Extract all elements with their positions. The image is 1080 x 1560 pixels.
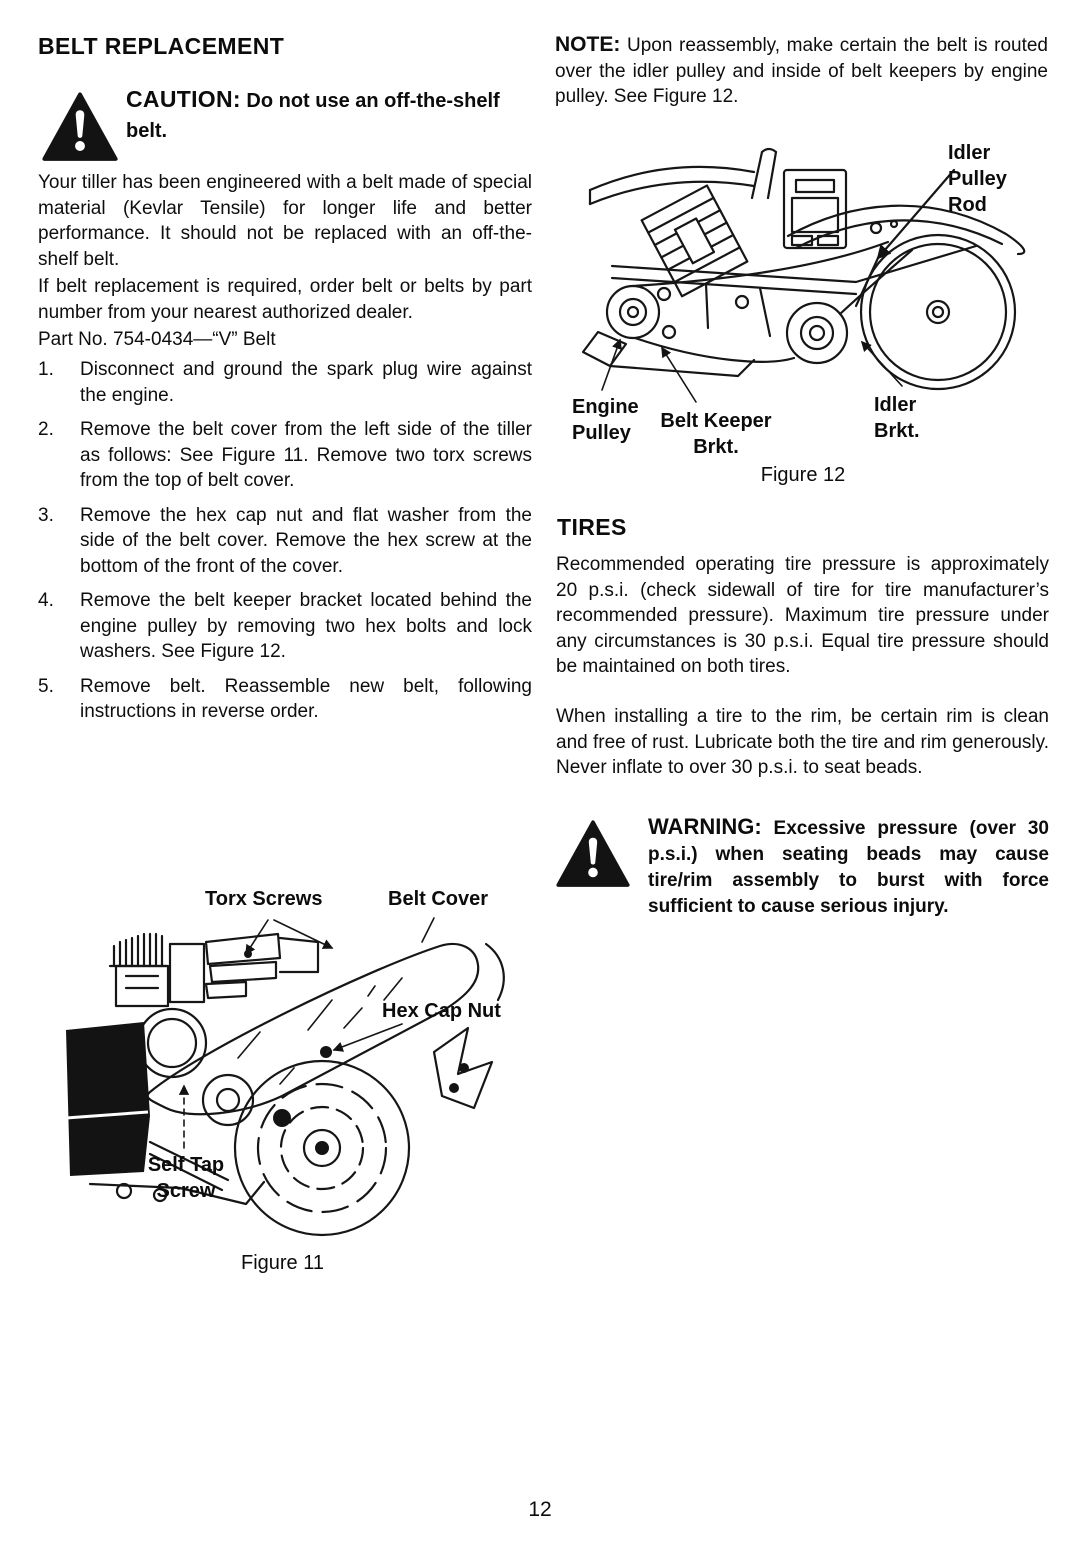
- figure-11-label-torx-screws: Torx Screws: [205, 888, 323, 910]
- belt-paragraph-1: Your tiller has been engineered with a belt made of special material (Kevlar Tensile) for longer life and better performance. It should not be replaced with an off-the-shelf belt.: [38, 172, 532, 270]
- section-title-tires: TIRES: [557, 514, 627, 540]
- step-4: [38, 588, 532, 665]
- figure-11-label-belt-cover: Belt Cover: [388, 888, 489, 910]
- step-2: [38, 417, 532, 494]
- warning-message: Excessive pressure (over 30 p.s.i.) when seating beads may cause tire/rim assembly to burst with force sufficient to cause serious injury.: [648, 818, 1049, 917]
- step-1-text: Disconnect and ground the spark plug wire against the engine.: [80, 359, 532, 406]
- part-number-line: Part No. 754-0434—“V” Belt: [38, 329, 276, 350]
- figure-11: [30, 880, 535, 1290]
- note-text: Upon reassembly, make certain the belt is routed over the idler pulley and inside of belt keepers by engine pulley. See Figure 12.: [555, 35, 1048, 107]
- figure-11-caption: Figure 11: [240, 1252, 324, 1274]
- tires-paragraph-2: When installing a tire to the rim, be certain rim is clean and free of rust. Lubricate both the tire and rim generously. Never inflate to over 30 p.s.i. to seat beads.: [556, 706, 1049, 778]
- step-5-number: 5.: [38, 675, 54, 697]
- figure-12: [556, 136, 1050, 494]
- figure-12-label-idler-brkt: Idler Brkt.: [874, 394, 920, 442]
- figure-12-caption: Figure 12: [760, 464, 846, 486]
- step-3: [38, 503, 532, 580]
- tires-paragraph-1: Recommended operating tire pressure is approximately 20 p.s.i. (check sidewall of tire for tire manufacturer’s recommended pressure). Maximum tire pressure under any circumstances is 30 p.s.i. Equal tire pressure should be maintained on both tires.: [556, 554, 1049, 677]
- step-1: [38, 357, 532, 408]
- step-3-text: Remove the hex cap nut and flat washer from the side of the belt cover. Remove the hex screw at the bottom of the front of the cover.: [80, 504, 532, 577]
- step-4-text: Remove the belt keeper bracket located behind the engine pulley by removing two hex bolts and lock washers. See Figure 12.: [80, 590, 532, 662]
- note-label: NOTE:: [555, 33, 621, 56]
- warning-label: WARNING:: [648, 814, 762, 839]
- step-2-number: 2.: [38, 419, 54, 440]
- warning-text: [648, 814, 1049, 920]
- section-title-belt-replacement: BELT REPLACEMENT: [38, 33, 285, 59]
- figure-11-drawing: [30, 880, 535, 1290]
- step-1-number: 1.: [38, 359, 54, 380]
- step-5-text: Remove belt. Reassemble new belt, following instructions in reverse order.: [80, 675, 532, 722]
- figure-12-label-engine-pulley: Engine Pulley: [572, 396, 639, 444]
- warning-triangle-icon: [42, 92, 118, 162]
- belt-replacement-steps: [38, 357, 532, 734]
- caution-block: [42, 84, 534, 162]
- step-5: [38, 674, 532, 725]
- belt-paragraph-2: If belt replacement is required, order belt or belts by part number from your nearest authorized dealer.: [38, 276, 532, 323]
- warning-block: [556, 814, 1049, 920]
- figure-12-label-belt-keeper-brkt: Belt Keeper Brkt.: [660, 410, 772, 458]
- figure-11-label-hex-cap-nut: Hex Cap Nut: [382, 1000, 501, 1022]
- caution-message: Do not use an off-the-shelf belt.: [126, 90, 500, 142]
- step-4-number: 4.: [38, 590, 54, 611]
- caution-text: [126, 84, 534, 162]
- warning-triangle-icon: [556, 820, 630, 888]
- caution-label: CAUTION:: [126, 86, 241, 112]
- step-3-number: 3.: [38, 504, 54, 526]
- caution-icon-wrap: [42, 84, 126, 162]
- warning-icon-wrap: [556, 814, 648, 920]
- figure-12-label-idler-pulley-rod: Idler Pulley Rod: [948, 142, 1007, 216]
- figure-11-label-self-tap-screw: Self Tap Screw: [147, 1154, 225, 1202]
- page-number: 12: [528, 1498, 552, 1521]
- note-paragraph: [555, 32, 1048, 110]
- step-2-text: Remove the belt cover from the left side of the tiller as follows: See Figure 11. Remove two torx screws from the top of belt cover.: [80, 419, 532, 491]
